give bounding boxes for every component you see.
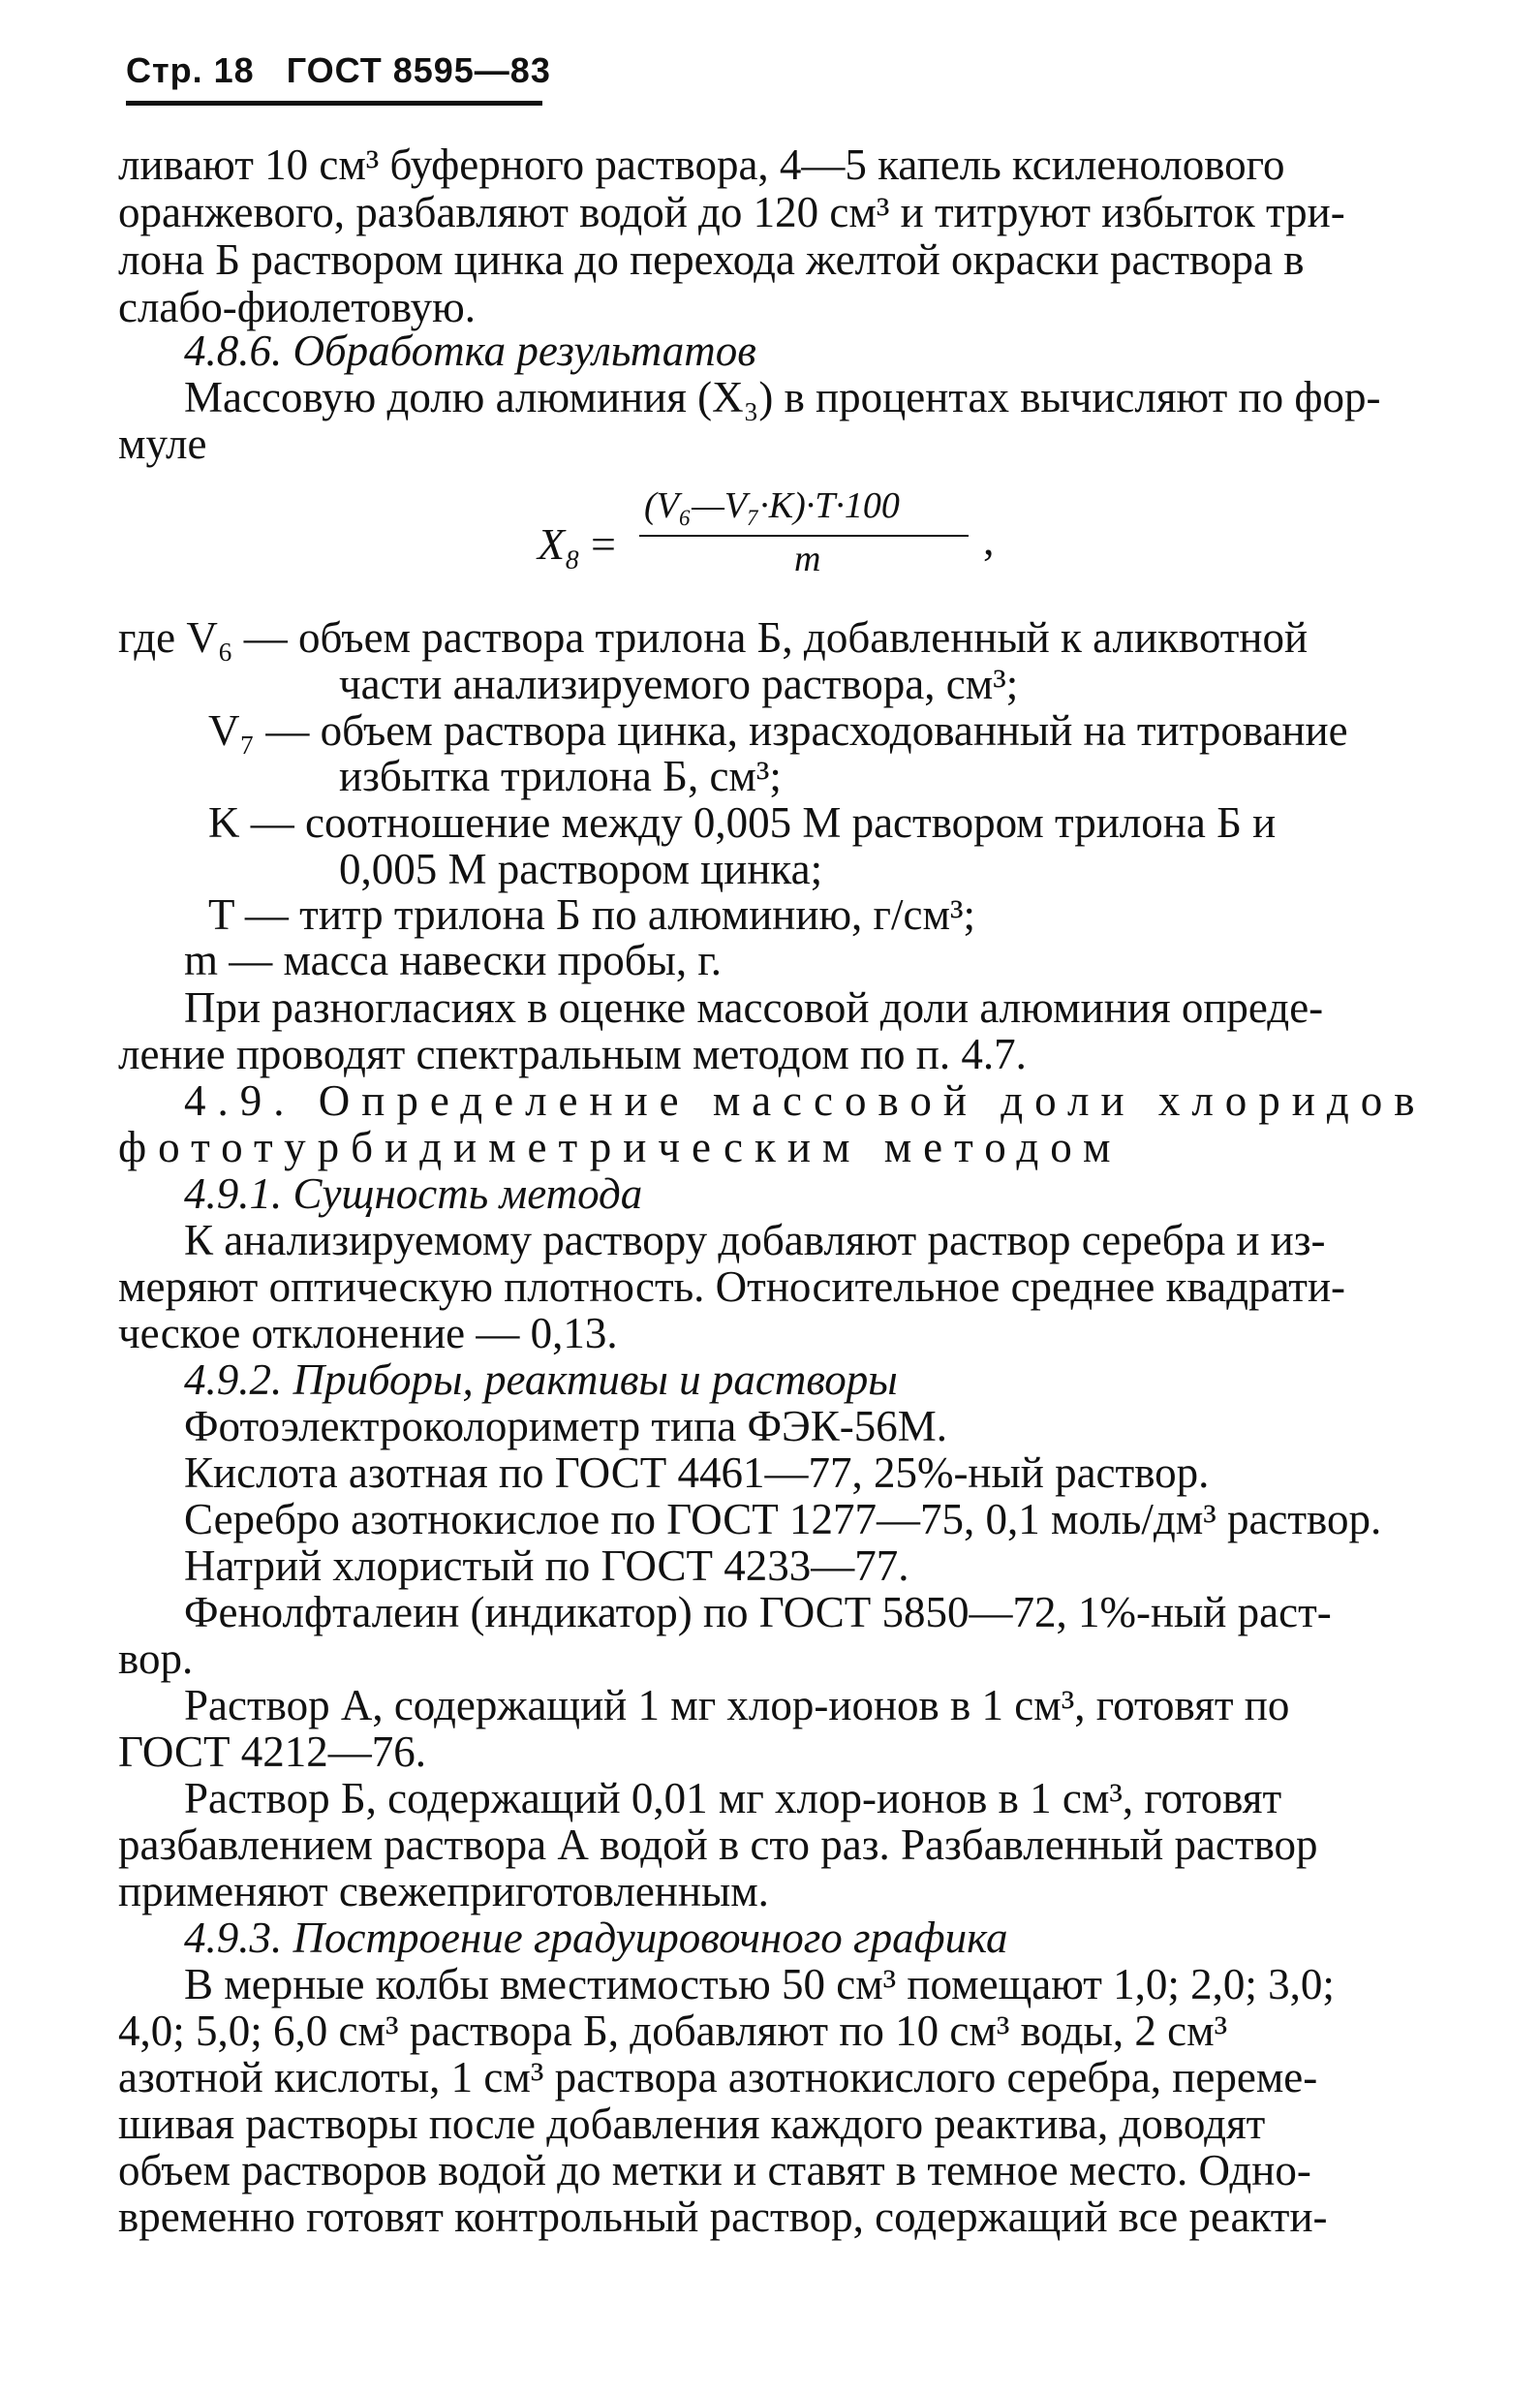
text-line: части анализируемого раствора, см³; <box>339 660 1019 708</box>
section-heading: 4.8.6. Обработка результатов <box>184 327 756 375</box>
text-line: 4,0; 5,0; 6,0 см³ раствора Б, добавляют по 10 см³ воды, 2 см³ <box>118 2007 1228 2055</box>
page-number: Стр. 18 <box>126 50 255 90</box>
text-line: Раствор Б, содержащий 0,01 мг хлор-ионов в 1 см³, готовят <box>184 1774 1282 1822</box>
text-line: Кислота азотная по ГОСТ 4461—77, 25%-ный раствор. <box>184 1448 1210 1497</box>
section-heading: 4.9.2. Приборы, реактивы и растворы <box>184 1355 898 1404</box>
text-line: При разногласиях в оценке массовой доли алюминия опреде- <box>184 983 1324 1032</box>
text-line: V₇ — объем раствора цинка, израсходованный на титрование <box>208 706 1348 755</box>
text-line: Массовую долю алюминия (X₃) в процентах вычисляют по фор- <box>184 373 1381 421</box>
header-rule <box>126 101 542 106</box>
text-line: ческое отклонение — 0,13. <box>118 1309 618 1357</box>
text-line: Серебро азотнокислое по ГОСТ 1277—75, 0,1 моль/дм³ раствор. <box>184 1495 1382 1543</box>
formula-equals: = <box>591 519 616 569</box>
text-line: разбавлением раствора А водой в сто раз. Разбавленный раствор <box>118 1820 1318 1869</box>
page-header <box>126 50 551 91</box>
section-heading: 4.9. Определение массовой доли хлоридов <box>184 1076 1427 1125</box>
text-line: меряют оптическую плотность. Относительное среднее квадрати- <box>118 1262 1346 1311</box>
text-line: ГОСТ 4212—76. <box>118 1727 426 1776</box>
text-line: ливают 10 см³ буферного раствора, 4—5 капель ксиленолового <box>118 140 1285 189</box>
formula-fraction-bar <box>639 535 969 537</box>
text-line: временно готовят контрольный раствор, содержащий все реакти- <box>118 2193 1328 2241</box>
text-line: где V₆ — объем раствора трилона Б, добавленный к аликвотной <box>118 613 1309 662</box>
text-line: K — соотношение между 0,005 М раствором трилона Б и <box>208 798 1277 847</box>
text-line: шивая растворы после добавления каждого реактива, доводят <box>118 2100 1266 2148</box>
text-line: оранжевого, разбавляют водой до 120 см³ и титруют избыток три- <box>118 188 1345 236</box>
formula-trailing-comma: , <box>983 514 995 564</box>
text-line: избытка трилона Б, см³; <box>339 752 782 800</box>
text-line: ление проводят спектральным методом по п. 4.7. <box>118 1030 1027 1078</box>
text-line: Раствор А, содержащий 1 мг хлор-ионов в 1 см³, готовят по <box>184 1681 1290 1729</box>
text-line: Натрий хлористый по ГОСТ 4233—77. <box>184 1541 909 1590</box>
text-line: 0,005 М раствором цинка; <box>339 845 823 893</box>
text-line: В мерные колбы вместимостью 50 см³ помещают 1,0; 2,0; 3,0; <box>184 1960 1335 2008</box>
text-line: Фотоэлектроколориметр типа ФЭК-56М. <box>184 1402 948 1450</box>
text-line: применяют свежеприготовленным. <box>118 1867 769 1915</box>
section-heading: 4.9.1. Сущность метода <box>184 1169 643 1218</box>
text-line: вор. <box>118 1634 194 1683</box>
text-line: азотной кислоты, 1 см³ раствора азотнокислого серебра, переме- <box>118 2053 1318 2101</box>
standard-code: ГОСТ 8595—83 <box>286 50 551 90</box>
text-line: слабо-фиолетовую. <box>118 283 477 331</box>
section-heading: 4.9.3. Построение градуировочного графика <box>184 1914 1008 1962</box>
formula-numerator: (V₆—V₇·K)·T·100 <box>644 485 900 526</box>
text-line: муле <box>118 420 207 468</box>
formula-lhs: X₈ <box>538 519 581 569</box>
formula <box>538 484 1119 581</box>
text-line: объем растворов водой до метки и ставят в темное место. Одно- <box>118 2146 1311 2194</box>
formula-denominator: m <box>794 539 821 579</box>
text-line: К анализируемому раствору добавляют раствор серебра и из- <box>184 1216 1326 1264</box>
section-heading: фототурбидиметрическим методом <box>118 1123 1123 1171</box>
text-line: m — масса навески пробы, г. <box>184 936 723 984</box>
text-line: лона Б раствором цинка до перехода желтой окраски раствора в <box>118 235 1305 284</box>
text-line: T — титр трилона Б по алюминию, г/см³; <box>208 890 975 939</box>
text-line: Фенолфталеин (индикатор) по ГОСТ 5850—72, 1%-ный раст- <box>184 1588 1332 1636</box>
